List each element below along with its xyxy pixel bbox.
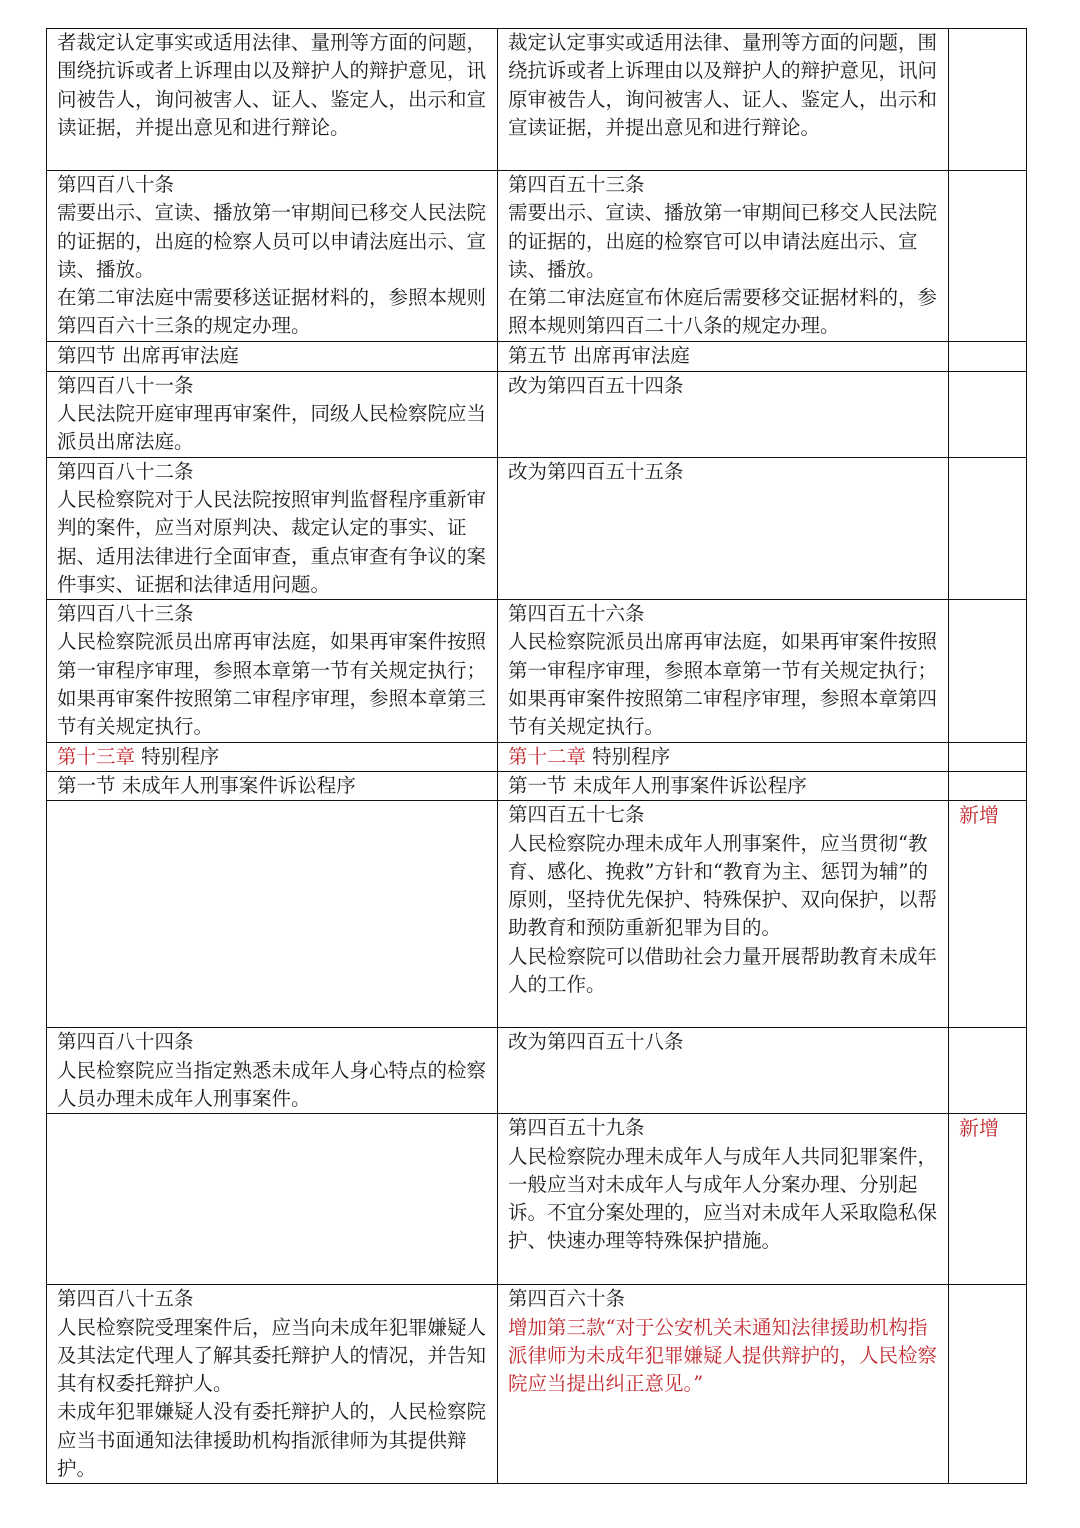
- article-number: 第四百八十二条: [57, 459, 194, 483]
- article-number: 第四百八十三条: [57, 602, 194, 626]
- table-row: [47, 801, 1027, 1028]
- table-row: [47, 457, 1027, 599]
- old-cell: [47, 801, 498, 1028]
- comparison-document: [46, 28, 1026, 1484]
- note-cell: [949, 600, 1027, 742]
- old-cell: 第四百八十一条 人民法院开庭审理再审案件，同级人民检察院应当派员出席法庭。: [47, 371, 498, 457]
- section-heading: 第一节 未成年人刑事案件诉讼程序: [47, 771, 498, 800]
- comparison-table: [46, 28, 1027, 1484]
- note-cell: [949, 171, 1027, 342]
- note-cell: [949, 457, 1027, 599]
- new-cell: 第四百五十七条 人民检察院办理未成年人刑事案件，应当贯彻“教育、感化、挽救”方针和“教育为主、惩罚为辅”的原则，坚持优先保护、特殊保护、双向保护，以帮助教育和预防重新犯罪为目的。 人民检察院可以借助社会力量开展帮助教育未成年人的工作。: [498, 801, 949, 1028]
- chapter-heading: 第十三章 特别程序: [47, 742, 498, 771]
- table-row: [47, 1285, 1027, 1484]
- section-heading: 第四节 出席再审法庭: [47, 341, 498, 371]
- table-row: [47, 29, 1027, 171]
- old-cell: 第四百八十条 需要出示、宣读、播放第一审期间已移交人民法院的证据的，出庭的检察人员可以申请法庭出示、宣读、播放。 在第二审法庭中需要移送证据材料的，参照本规则 第四百六十三条的规定办理。: [47, 171, 498, 342]
- new-cell: 改为第四百五十八条: [498, 1028, 949, 1114]
- article-number: 第四百八十一条: [57, 373, 194, 397]
- table-row: [47, 600, 1027, 742]
- note-cell: [949, 371, 1027, 457]
- new-cell: 改为第四百五十四条: [498, 371, 949, 457]
- new-cell: 第四百五十六条 人民检察院派员出席再审法庭，如果再审案件按照第一审程序审理，参照本章第一节有关规定执行；如果再审案件按照第二审程序审理，参照本章第四节有关规定执行。: [498, 600, 949, 742]
- table-row: [47, 341, 1027, 371]
- section-heading: 第五节 出席再审法庭: [498, 341, 949, 371]
- article-number: 第四百五十三条: [508, 173, 645, 196]
- new-cell: 裁定认定事实或适用法律、量刑等方面的问题，围绕抗诉或者上诉理由以及辩护人的辩护意见，讯问原审被告人，询问被害人、证人、鉴定人，出示和宣读证据，并提出意见和进行辩论。: [498, 29, 949, 171]
- table-row: [47, 1114, 1027, 1285]
- old-cell: 第四百八十三条 人民检察院派员出席再审法庭，如果再审案件按照第一审程序审理，参照本章第一节有关规定执行；如果再审案件按照第二审程序审理，参照本章第三节有关规定执行。: [47, 600, 498, 742]
- new-cell: 第四百五十九条 人民检察院办理未成年人与成年人共同犯罪案件，一般应当对未成年人与成年人分案办理、分别起诉。不宜分案处理的，应当对未成年人采取隐私保护、快速办理等特殊保护措施。: [498, 1114, 949, 1285]
- article-number: 第四百五十六条: [508, 602, 645, 626]
- old-cell: 者裁定认定事实或适用法律、量刑等方面的问题，围绕抗诉或者上诉理由以及辩护人的辩护意见，讯问被告人，询问被害人、证人、鉴定人，出示和宣读证据，并提出意见和进行辩论。: [47, 29, 498, 171]
- section-heading: 第一节 未成年人刑事案件诉讼程序: [498, 771, 949, 800]
- note-cell: [949, 29, 1027, 171]
- table-row: [47, 1028, 1027, 1114]
- amendment-text: 增加第三款“对于公安机关未通知法律援助机构指派律师为未成年犯罪嫌疑人提供辩护的，人民检察院应当提出纠正意见。”: [508, 1315, 938, 1396]
- old-cell: 第四百八十二条 人民检察院对于人民法院按照审判监督程序重新审判的案件，应当对原判决、裁定认定的事实、证据、适用法律进行全面审查，重点审查有争议的案件事实、证据和法律适用问题。: [47, 457, 498, 599]
- article-number: 第四百八十条: [57, 173, 175, 196]
- note-cell: [949, 1285, 1027, 1484]
- note-cell: [949, 1028, 1027, 1114]
- article-number: 第四百五十七条: [508, 803, 645, 827]
- chapter-heading: 第十二章 特别程序: [498, 742, 949, 771]
- table-row: [47, 742, 1027, 771]
- article-number: 第四百五十九条: [508, 1116, 645, 1140]
- new-cell: [498, 1285, 949, 1484]
- article-number: 第四百六十条: [508, 1287, 626, 1311]
- new-cell: 第四百五十三条 需要出示、宣读、播放第一审期间已移交人民法院的证据的，出庭的检察官可以申请法庭出示、宣读、播放。 在第二审法庭宣布休庭后需要移交证据材料的，参照本规则第四百二十八条的规定办理。: [498, 171, 949, 342]
- old-cell: [47, 1114, 498, 1285]
- article-number: 第四百八十四条: [57, 1030, 194, 1054]
- table-row: [47, 771, 1027, 800]
- article-number: 第四百八十五条: [57, 1287, 194, 1311]
- new-addition-note: 新增: [949, 1114, 1027, 1285]
- new-addition-note: 新增: [949, 801, 1027, 1028]
- note-cell: [949, 742, 1027, 771]
- table-row: [47, 371, 1027, 457]
- old-cell: 第四百八十五条 人民检察院受理案件后，应当向未成年犯罪嫌疑人及其法定代理人了解其委托辩护人的情况，并告知其有权委托辩护人。 未成年犯罪嫌疑人没有委托辩护人的，人民检察院应当书面通知法律援助机构指派律师为其提供辩护。: [47, 1285, 498, 1484]
- old-cell: 第四百八十四条 人民检察院应当指定熟悉未成年人身心特点的检察人员办理未成年人刑事案件。: [47, 1028, 498, 1114]
- new-cell: 改为第四百五十五条: [498, 457, 949, 599]
- note-cell: [949, 341, 1027, 371]
- note-cell: [949, 771, 1027, 800]
- table-row: [47, 171, 1027, 342]
